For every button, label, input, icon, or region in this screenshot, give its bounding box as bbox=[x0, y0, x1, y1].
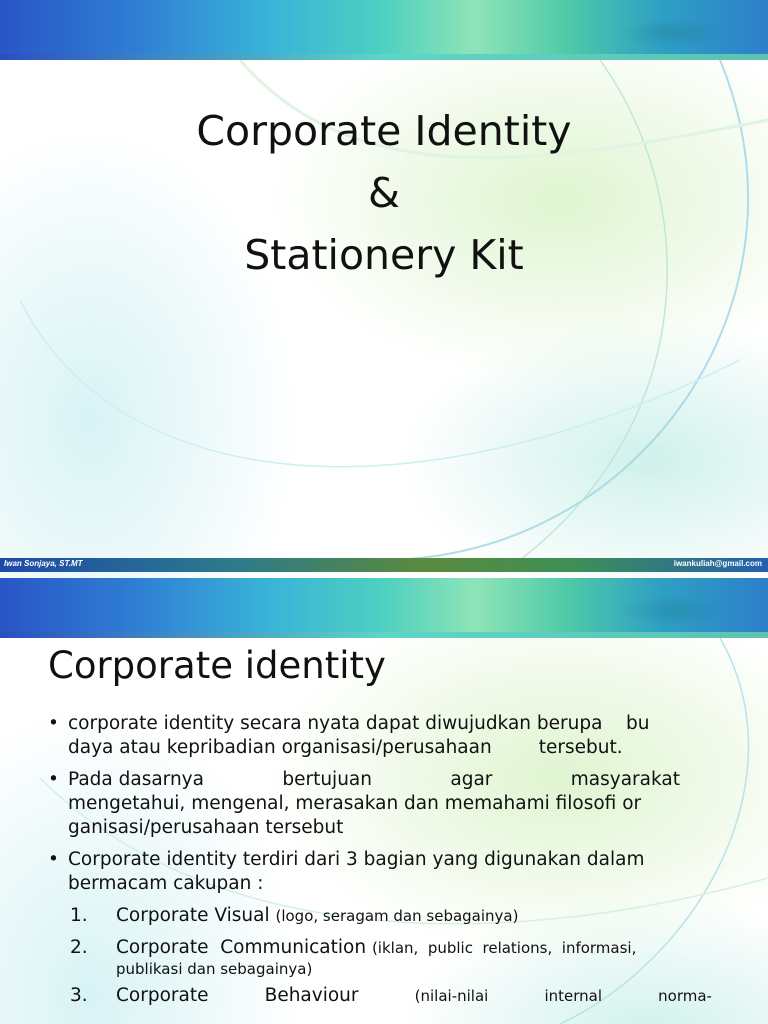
item-label: Behaviour bbox=[264, 985, 359, 1006]
item-number: 3. bbox=[70, 985, 88, 1006]
item-number: 2. bbox=[70, 937, 88, 958]
bullet-item bbox=[48, 768, 748, 840]
bullet-line: bermacam cakupan : bbox=[68, 873, 264, 894]
bullet-item bbox=[48, 848, 748, 896]
bullet-word: masyarakat bbox=[570, 769, 680, 790]
numbered-item bbox=[48, 936, 748, 978]
numbered-list bbox=[48, 904, 748, 1008]
bullet-line: mengetahui, mengenal, merasakan dan memahami filosofi or bbox=[68, 793, 642, 814]
footer-bar bbox=[0, 558, 768, 572]
numbered-item bbox=[48, 984, 748, 1008]
bullet-line bbox=[68, 768, 680, 792]
footer-author: Iwan Sonjaya, ST.MT bbox=[4, 559, 83, 568]
bullet-line: ganisasi/perusahaan tersebut bbox=[68, 817, 344, 838]
item-detail: (logo, seragam dan sebagainya) bbox=[275, 907, 519, 925]
title-line-3: Stationery Kit bbox=[244, 231, 524, 279]
title-line-1: Corporate Identity bbox=[196, 107, 572, 155]
bullet-word: bertujuan bbox=[282, 769, 372, 790]
item-detail: (nilai-nilai bbox=[414, 987, 489, 1005]
numbered-item bbox=[48, 904, 748, 928]
content-slide bbox=[0, 578, 768, 1024]
item-detail: norma- bbox=[658, 987, 712, 1005]
bullet-line: daya atau kepribadian organisasi/perusahaan tersebut. bbox=[68, 737, 623, 758]
item-number: 1. bbox=[70, 905, 88, 926]
item-label: Corporate Communication bbox=[116, 937, 367, 958]
item-detail: internal bbox=[544, 987, 603, 1005]
title-line-2: & bbox=[368, 169, 400, 217]
bullet-item bbox=[48, 712, 748, 760]
bullet-line: • Corporate identity terdiri dari 3 bagian yang digunakan dalam bbox=[68, 849, 645, 870]
bullet-word: • Pada dasarnya bbox=[68, 769, 204, 790]
header-banner bbox=[0, 578, 768, 638]
bullet-line: • corporate identity secara nyata dapat diwujudkan berupa bu bbox=[68, 713, 650, 734]
bullet-list bbox=[48, 712, 748, 1016]
slide-title bbox=[0, 100, 768, 286]
item-label: Corporate bbox=[116, 985, 209, 1006]
slide-heading: Corporate identity bbox=[48, 644, 386, 687]
item-label: Corporate Visual bbox=[116, 905, 270, 926]
header-banner bbox=[0, 0, 768, 60]
item-detail: (iklan, public relations, informasi, bbox=[371, 939, 637, 957]
footer-email: iwankuliah@gmail.com bbox=[673, 559, 762, 568]
bullet-word: agar bbox=[450, 769, 493, 790]
item-detail: publikasi dan sebagainya) bbox=[116, 960, 313, 978]
